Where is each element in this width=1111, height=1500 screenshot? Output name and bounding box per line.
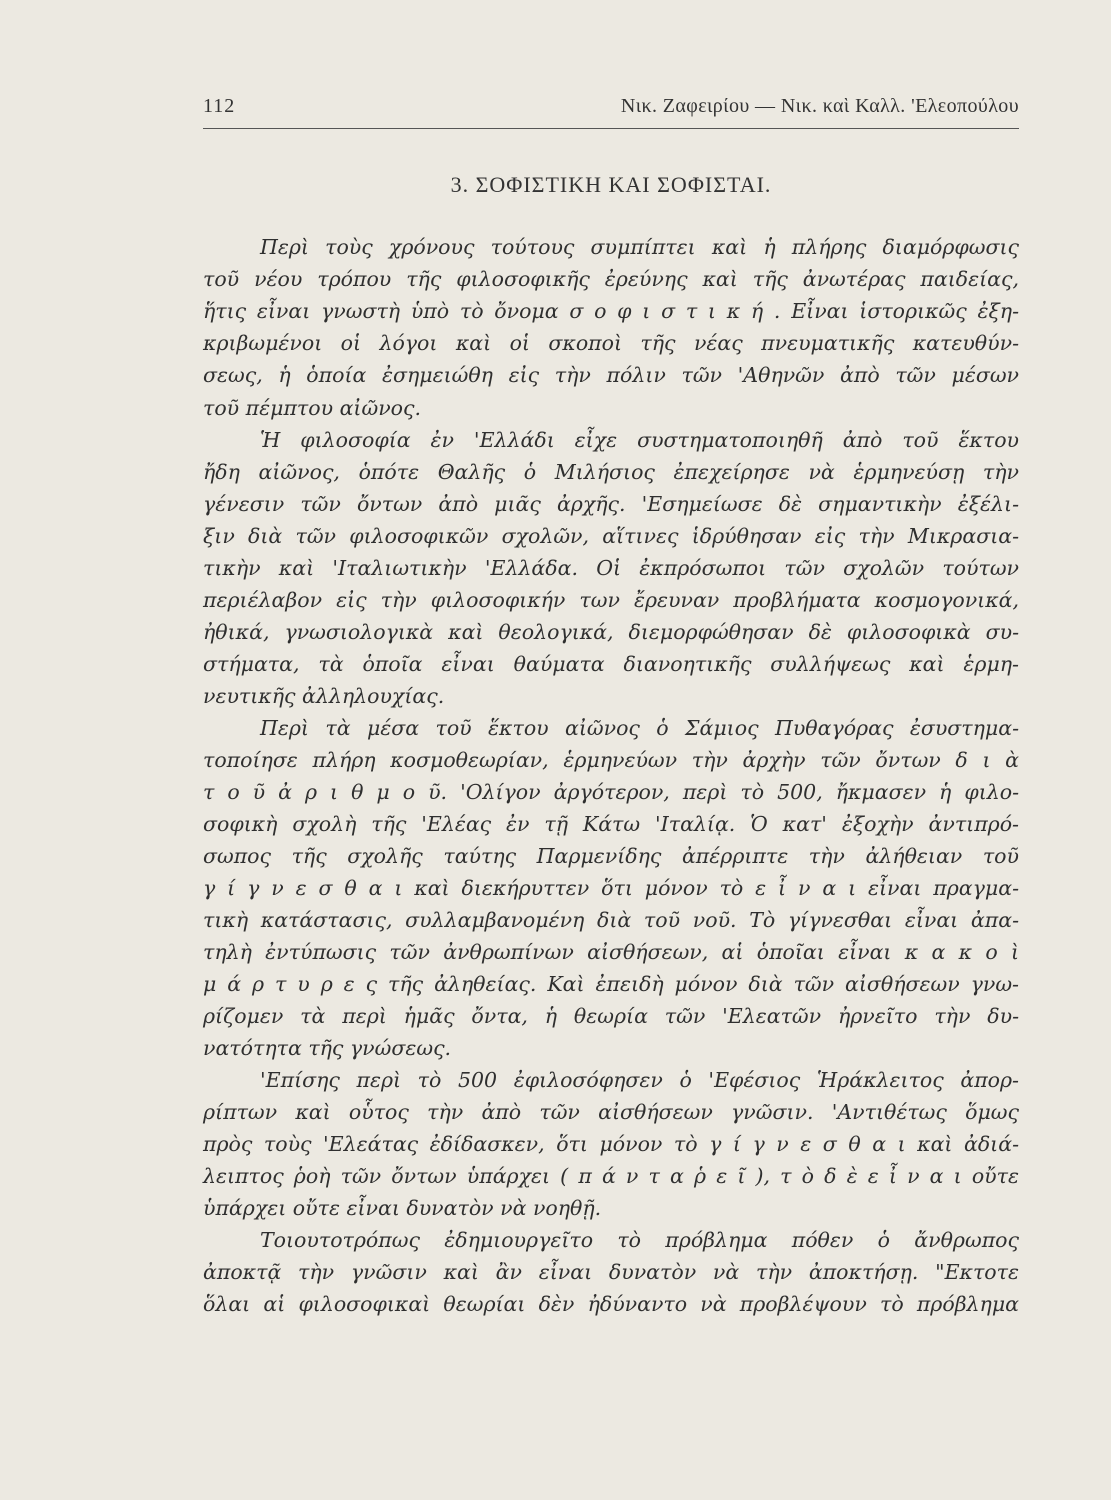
text-line: Περὶ τοὺς χρόνους τούτους συμπίπτει καὶ ἡ πλήρης διαμόρφωσις — [260, 235, 1019, 259]
text-line: τοῦ πέμπτου αἰῶνος. — [203, 396, 421, 420]
text-line: Περὶ τὰ μέσα τοῦ ἕκτου αἰῶνος ὁ Σάμιος Πυθαγόρας ἐσυστημα- — [260, 716, 1019, 740]
running-head: Νικ. Ζαφειρίου — Νικ. καὶ Καλλ. 'Ελεοπούλου — [620, 95, 1019, 117]
text-line: τηλὴ ἐντύπωσις τῶν ἀνθρωπίνων αἰσθήσεων, αἱ ὁποῖαι εἶναι κ α κ ο ὶ — [203, 940, 1019, 964]
text-line: τοποίησε πλήρη κοσμοθεωρίαν, ἑρμηνεύων τὴν ἀρχὴν τῶν ὄντων δ ι ὰ — [203, 748, 1019, 772]
text-line: τικὴν καὶ 'Ιταλιωτικὴν 'Ελλάδα. Οἱ ἐκπρόσωποι τῶν σχολῶν τούτων — [203, 556, 1019, 580]
text-line: Τοιουτοτρόπως ἐδημιουργεῖτο τὸ πρόβλημα πόθεν ὁ ἄνθρωπος — [260, 1228, 1019, 1252]
text-line: πρὸς τοὺς 'Ελεάτας ἐδίδασκεν, ὅτι μόνον τὸ γ ί γ ν ε σ θ α ι καὶ ἀδιά- — [203, 1132, 1019, 1156]
text-line: λειπτος ῥοὴ τῶν ὄντων ὑπάρχει ( π ά ν τ α ῥ ε ῖ ), τ ὸ δ ὲ ε ἶ ν α ι οὔτε — [203, 1164, 1019, 1188]
text-line: γ ί γ ν ε σ θ α ι καὶ διεκήρυττεν ὅτι μόνον τὸ ε ἶ ν α ι εἶναι πραγμα- — [203, 876, 1019, 900]
text-line: σωπος τῆς σχολῆς ταύτης Παρμενίδης ἀπέρριπτε τὴν ἀλήθειαν τοῦ — [203, 844, 1019, 868]
header-rule — [203, 128, 1019, 129]
text-line: ὅλαι αἱ φιλοσοφικαὶ θεωρίαι δὲν ἠδύναντο νὰ προβλέψουν τὸ πρόβλημα — [203, 1292, 1019, 1316]
text-line: μ ά ρ τ υ ρ ε ς τῆς ἀληθείας. Καὶ ἐπειδὴ μόνον διὰ τῶν αἰσθήσεων γνω- — [203, 972, 1019, 996]
text-line: περιέλαβον εἰς τὴν φιλοσοφικήν των ἔρευναν προβλήματα κοσμογονικά, — [203, 588, 1019, 612]
text-line: νατότητα τῆς γνώσεως. — [203, 1036, 452, 1060]
text-line: ρίπτων καὶ οὗτος τὴν ἀπὸ τῶν αἰσθήσεων γνῶσιν. 'Αντιθέτως ὅμως — [203, 1100, 1019, 1124]
page-number: 112 — [203, 95, 236, 117]
text-line: σεως, ἡ ὁποία ἐσημειώθη εἰς τὴν πόλιν τῶν 'Αθηνῶν ἀπὸ τῶν μέσων — [203, 363, 1019, 387]
text-line: ἠθικά, γνωσιολογικὰ καὶ θεολογικά, διεμορφώθησαν δὲ φιλοσοφικὰ συ- — [203, 620, 1019, 644]
text-line: ἤδη αἰῶνος, ὁπότε Θαλῆς ὁ Μιλήσιος ἐπεχείρησε νὰ ἑρμηνεύσῃ τὴν — [203, 460, 1019, 484]
text-line: 'Επίσης περὶ τὸ 500 ἐφιλοσόφησεν ὁ 'Εφέσιος Ἡράκλειτος ἀπορ- — [260, 1068, 1019, 1092]
text-line: τικὴ κατάστασις, συλλαμβανομένη διὰ τοῦ νοῦ. Τὸ γίγνεσθαι εἶναι ἀπα- — [203, 908, 1019, 932]
text-line: ὑπάρχει οὔτε εἶναι δυνατὸν νὰ νοηθῇ. — [203, 1196, 602, 1220]
text-line: ξιν διὰ τῶν φιλοσοφικῶν σχολῶν, αἵτινες ἱδρύθησαν εἰς τὴν Μικρασια- — [203, 524, 1019, 548]
text-line: Ἡ φιλοσοφία ἐν 'Ελλάδι εἶχε συστηματοποιηθῆ ἀπὸ τοῦ ἕκτου — [260, 428, 1019, 452]
section-title: 3. ΣΟΦΙΣΤΙΚΗ ΚΑΙ ΣΟΦΙΣΤΑΙ. — [450, 172, 772, 197]
text-line: στήματα, τὰ ὁποῖα εἶναι θαύματα διανοητικῆς συλλήψεως καὶ ἑρμη- — [203, 652, 1019, 676]
text-line: ρίζομεν τὰ περὶ ἡμᾶς ὄντα, ἡ θεωρία τῶν 'Ελεατῶν ἠρνεῖτο τὴν δυ- — [203, 1004, 1019, 1028]
text-line: τ ο ῦ ἀ ρ ι θ μ ο ῦ. 'Ολίγον ἀργότερον, περὶ τὸ 500, ἤκμασεν ἡ φιλο- — [203, 780, 1019, 804]
text-line: νευτικῆς ἀλληλουχίας. — [203, 684, 445, 708]
text-line: ἥτις εἶναι γνωστὴ ὑπὸ τὸ ὄνομα σ ο φ ι σ τ ι κ ή . Εἶναι ἱστορικῶς ἐξη- — [203, 299, 1019, 323]
text-line: κριβωμένοι οἱ λόγοι καὶ οἱ σκοποὶ τῆς νέας πνευματικῆς κατευθύν- — [203, 331, 1019, 355]
text-line: ἀποκτᾷ τὴν γνῶσιν καὶ ἂν εἶναι δυνατὸν νὰ τὴν ἀποκτήσῃ. "Εκτοτε — [203, 1260, 1019, 1284]
running-header — [203, 95, 1019, 127]
text-line: τοῦ νέου τρόπου τῆς φιλοσοφικῆς ἐρεύνης καὶ τῆς ἀνωτέρας παιδείας, — [203, 267, 1019, 291]
text-line: σοφικὴ σχολὴ τῆς 'Ελέας ἐν τῇ Κάτω 'Ιταλίᾳ. Ὁ κατ' ἐξοχὴν ἀντιπρό- — [203, 812, 1019, 836]
text-line: γένεσιν τῶν ὄντων ἀπὸ μιᾶς ἀρχῆς. 'Εσημείωσε δὲ σημαντικὴν ἐξέλι- — [203, 492, 1019, 516]
